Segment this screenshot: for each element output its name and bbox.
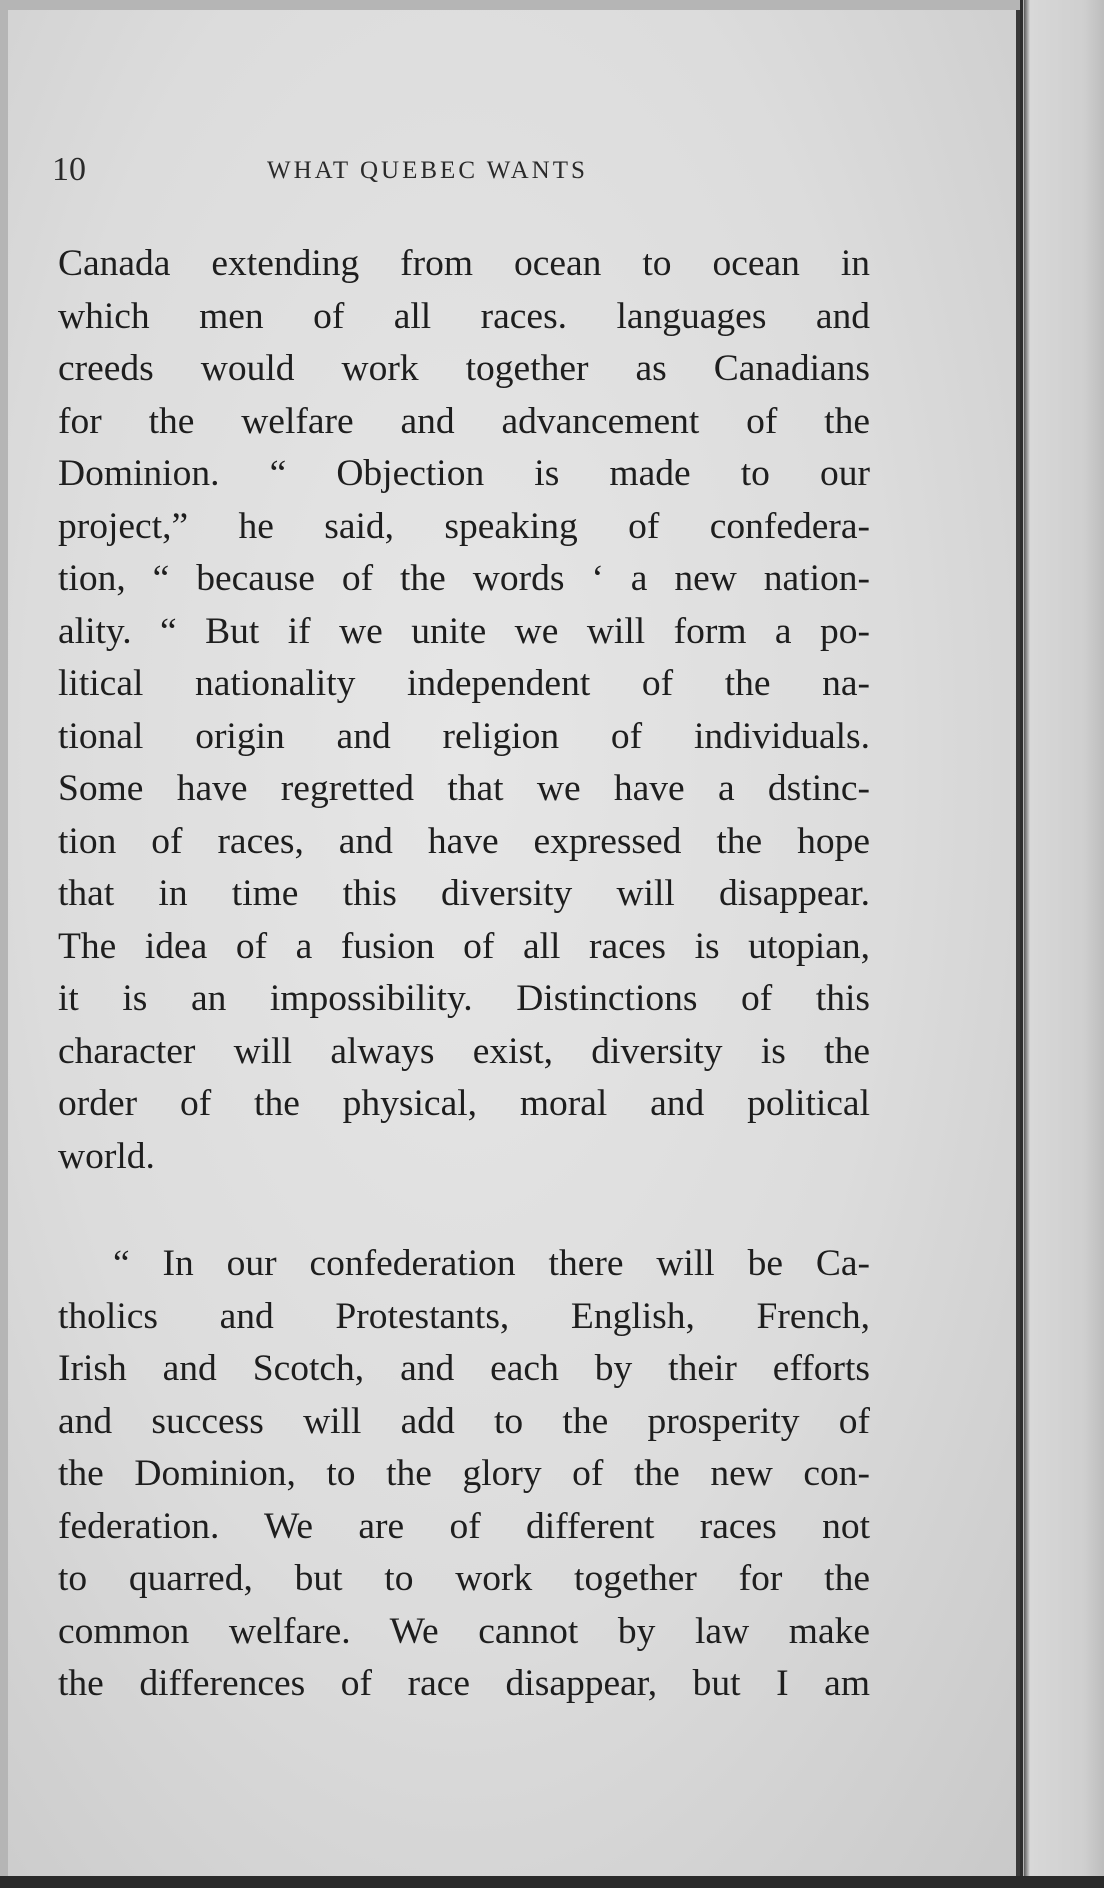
scan-bottom-edge [0,1876,1104,1888]
paragraph-2 [58,1238,870,1711]
paragraph-1 [58,238,870,1183]
text-line: to quarred, but to work together for the [58,1558,870,1599]
text-line: creeds would work together as Canadians [58,348,870,389]
text-line: tion, “ because of the words ‘ a new nation- [58,558,870,599]
text-line: common welfare. We cannot by law make [58,1610,870,1652]
book-page [8,10,1020,1876]
page-number: 10 [52,151,86,188]
text-line: project,” he said, speaking of confedera- [58,505,870,547]
text-line: the differences of race disappear, but I am [58,1663,870,1704]
text-line: tion of races, and have expressed the hope [58,820,870,862]
running-head: WHAT QUEBEC WANTS [267,157,588,184]
text-line: Irish and Scotch, and each by their efforts [58,1348,870,1389]
text-line: world. [58,1135,155,1177]
text-line: for the welfare and advancement of the [58,400,870,442]
text-line: tholics and Protestants, English, French, [58,1295,870,1337]
text-line: character will always exist, diversity is the [58,1030,870,1072]
page-header [52,150,852,196]
text-line: that in time this diversity will disappear. [58,873,870,914]
text-line: Some have regretted that we have a dstinc- [58,768,870,809]
text-line: and success will add to the prosperity of [58,1400,870,1442]
adjacent-page-edge [1024,0,1104,1888]
text-line: The idea of a fusion of all races is utopian, [58,925,870,967]
text-line: tional origin and religion of individuals. [58,715,870,757]
page-fold-line [1020,0,1023,1888]
text-line: Dominion. “ Objection is made to our [58,453,870,494]
text-line: the Dominion, to the glory of the new con- [58,1453,870,1494]
text-line: order of the physical, moral and political [58,1083,870,1124]
text-line: ality. “ But if we unite we will form a po- [58,610,870,652]
text-line: it is an impossibility. Distinctions of this [58,978,870,1019]
text-line: “ In our confederation there will be Ca- [113,1243,870,1284]
paragraph-spacer [58,1183,870,1238]
text-line: federation. We are of different races not [58,1505,870,1547]
body-text [58,238,870,1711]
text-line: which men of all races. languages and [58,295,870,337]
text-line: Canada extending from ocean to ocean in [58,243,870,284]
text-line: litical nationality independent of the na- [58,663,870,704]
